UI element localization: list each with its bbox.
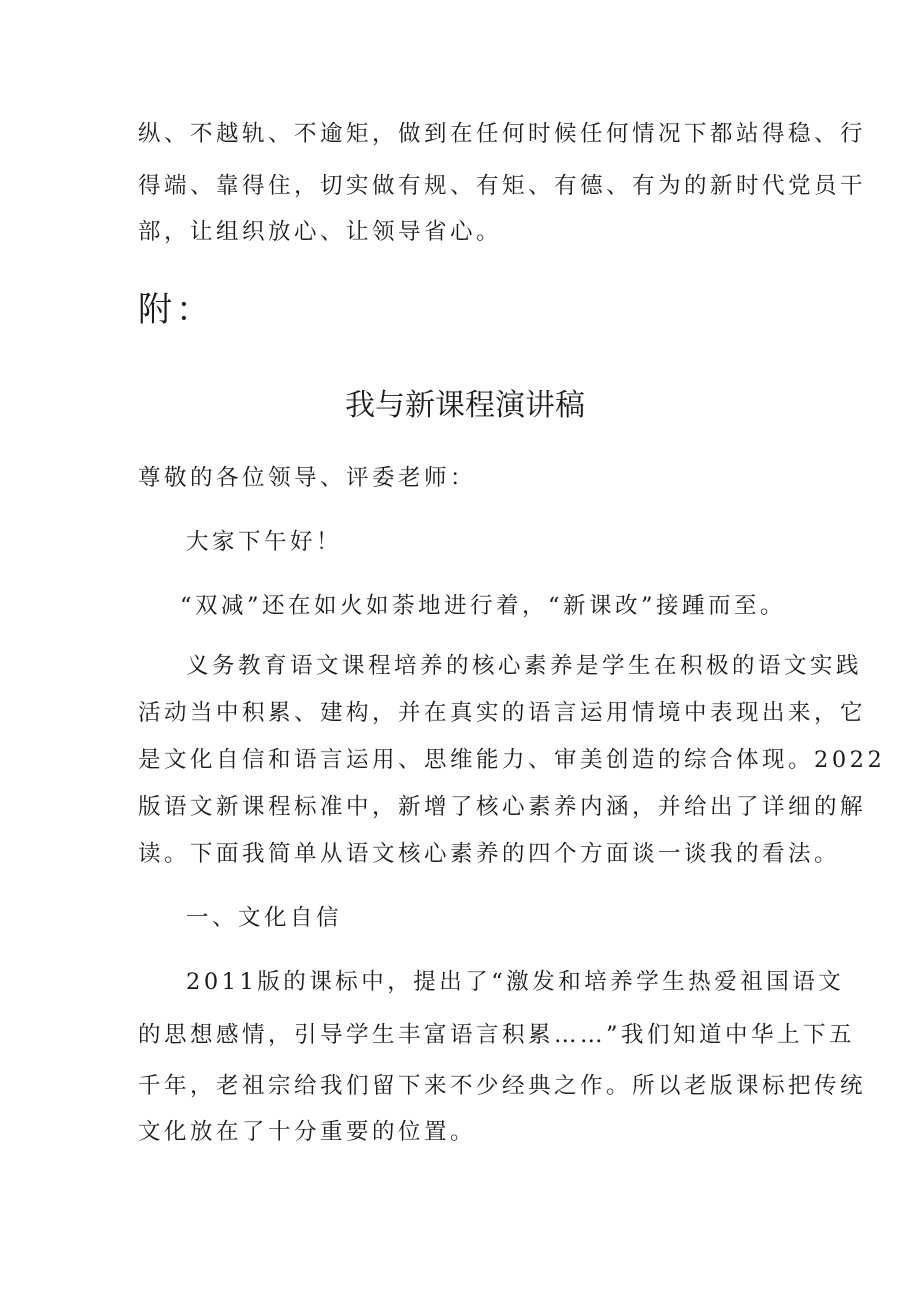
section-1-heading: 一、文化自信	[186, 905, 343, 931]
paragraph-2-line-4: 文化放在了十分重要的位置。	[138, 1119, 477, 1145]
previous-section-line-1: 纵、不越轨、不逾矩，做到在任何时候任何情况下都站得稳、行	[138, 121, 867, 147]
previous-section-line-3: 部，让组织放心、让领导省心。	[138, 219, 503, 245]
previous-section-line-2: 得端、靠得住，切实做有规、有矩、有德、有为的新时代党员干	[138, 173, 867, 199]
speech-title: 我与新课程演讲稿	[345, 388, 585, 423]
paragraph-1-line-5: 读。下面我简单从语文核心素养的四个方面谈一谈我的看法。	[138, 841, 841, 867]
paragraph-1-line-1: 义务教育语文课程培养的核心素养是学生在积极的语文实践	[186, 653, 863, 679]
paragraph-1-line-2: 活动当中积累、建构，并在真实的语言运用情境中表现出来，它	[138, 700, 867, 726]
salutation: 尊敬的各位领导、评委老师：	[138, 465, 477, 491]
greeting: 大家下午好！	[186, 529, 343, 555]
paragraph-2-line-1: 2011版的课标中，提出了“激发和培养学生热爱祖国语文	[186, 969, 845, 995]
intro-paragraph: “双减”还在如火如荼地进行着，“新课改”接踵而至。	[180, 593, 787, 619]
paragraph-1-line-3: 是文化自信和语言运用、思维能力、审美创造的综合体现。2022	[138, 747, 886, 773]
appendix-label: 附：	[138, 290, 214, 330]
paragraph-2-line-2: 的思想感情，引导学生丰富语言积累……”我们知道中华上下五	[138, 1022, 856, 1048]
paragraph-1-line-4: 版语文新课程标准中，新增了核心素养内涵，并给出了详细的解	[138, 794, 867, 820]
paragraph-2-line-3: 千年，老祖宗给我们留下来不少经典之作。所以老版课标把传统	[138, 1073, 867, 1099]
